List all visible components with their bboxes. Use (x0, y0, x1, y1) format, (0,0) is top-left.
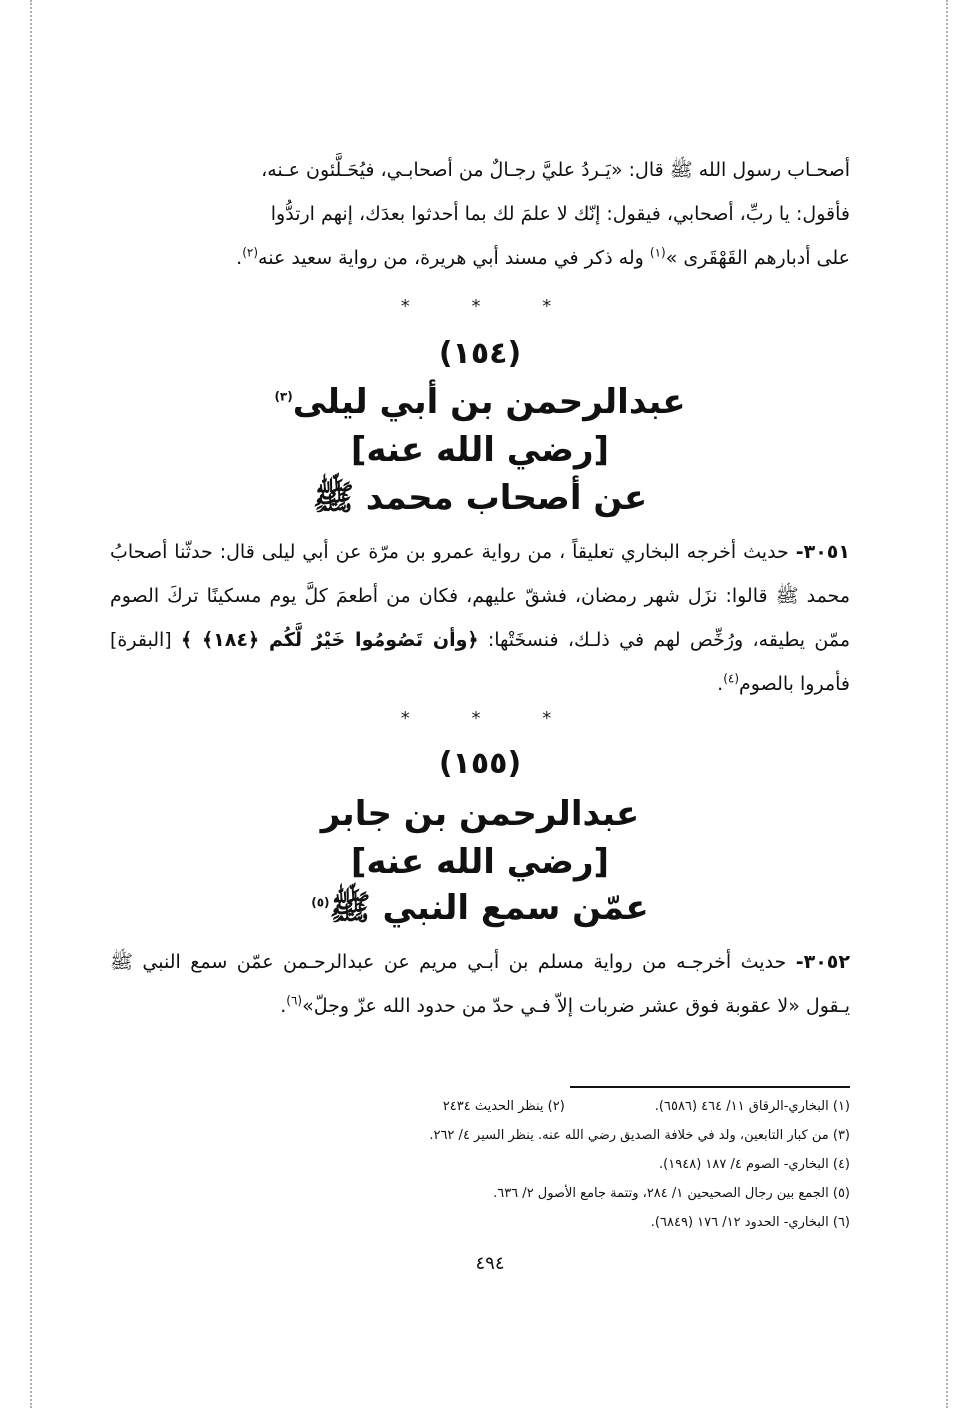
footnote-ref-4: (٤) (723, 671, 740, 686)
footnote-6: (٦) البخاري- الحدود ١٢/ ١٧٦ (٦٨٤٩). (650, 1215, 850, 1230)
footnote-ref-1: (١) (649, 245, 666, 260)
page-number: ٤٩٤ (475, 1253, 505, 1274)
hadith-3051-number: ٣٠٥١- (795, 541, 850, 563)
footnote-3: (٣) من كبار التابعين، ولد في خلافة الصديق رضي الله عنه. ينظر السير ٤/ ٢٦٢. (429, 1128, 850, 1143)
quran-verse: ﴿وأن تَصُومُوا خَيْرٌ لَّكُم ﴿١٨٤﴾ ﴾ (180, 629, 479, 651)
intro-line-3 (110, 236, 850, 280)
footnote-ref-5: (٥) (311, 895, 330, 910)
intro-line-3-text: على أدبارهم القَهْقَرى » (665, 247, 850, 269)
footnote-ref-2: (٢) (242, 245, 259, 260)
section-155-number: (١٥٥) (438, 746, 522, 781)
intro-line-3-rest: وله ذكر في مسند أبي هريرة، من رواية سعيد عنه (258, 247, 650, 269)
section-154-subtitle: عن أصحاب محمد ﷺ (312, 478, 648, 518)
hadith-3051-text: حديث أخرجه البخاري تعليقاً ، من رواية عمرو بن مرّة عن أبي ليلى قال: حدثّنا أصحابُ محمد ﷺ قالوا: نزَل شهر رمضان، فشقّ عليهم، فكان من أطعمَ كلَّ يوم مسكينًا تركَ الصوم ممّن يطيقه، ورُخِّص لهم في ذلـك، فنسخَتْها: (110, 541, 850, 651)
footnotes (200, 1092, 850, 1237)
hadith-3052-number: ٣٠٥٢- (795, 951, 850, 973)
section-154-name (110, 378, 850, 426)
section-separator-1: * * * (400, 296, 580, 317)
hadith-3052-text: حديث أخرجـه من رواية مسلم بن أبـي مريم عن عبدالرحـمن عمّن سمع النبي ﷺ يـقول «لا عقوبة فوق عشر ضربات إلاّ فـي حدّ من حدود الله عزّ وجلّ» (110, 951, 850, 1017)
hadith-3051 (110, 530, 850, 706)
footnote-ref-6: (٦) (286, 993, 303, 1008)
section-155-subtitle (110, 884, 850, 932)
intro-line-1: أصحـاب رسول الله ﷺ قال: «يَـردُ عليَّ رجـالٌ من أصحابـي، فيُحَـلَّئون عـنه، (261, 159, 850, 181)
intro-line-3-end: . (236, 247, 243, 269)
hadith-3052-period: . (280, 995, 287, 1017)
section-separator-2: * * * (400, 708, 580, 729)
footnote-2: (٢) ينظر الحديث ٢٤٣٤ (442, 1099, 565, 1114)
right-margin-guide (946, 0, 948, 1408)
left-margin-guide (30, 0, 32, 1408)
footnote-ref-3: (٣) (274, 389, 293, 404)
section-155-blessing: [رضي الله عنه] (350, 842, 610, 882)
footnote-divider (570, 1086, 850, 1088)
footnote-5: (٥) الجمع بين رجال الصحيحين ١/ ٢٨٤، وتتمة جامع الأصول ٢/ ٦٣٦. (493, 1186, 850, 1201)
footnote-row-1 (200, 1092, 850, 1121)
hadith-3051-period: . (717, 673, 724, 695)
hadith-3052 (110, 940, 850, 1028)
section-155-name: عبدالرحمن بن جابر (320, 794, 640, 834)
footnote-4: (٤) البخاري- الصوم ٤/ ١٨٧ (١٩٤٨). (659, 1157, 850, 1172)
section-155-subtitle-text: عمّن سمع النبي ﷺ (329, 888, 649, 928)
section-154-name-text: عبدالرحمن بن أبي ليلى (292, 382, 686, 422)
footnote-1: (١) البخاري-الرقاق ١١/ ٤٦٤ (٦٥٨٦). (654, 1099, 850, 1114)
section-154-number: (١٥٤) (438, 336, 522, 371)
hadith-3051-end: [البقرة] فأمروا بالصوم (110, 629, 850, 695)
section-154-blessing: [رضي الله عنه] (350, 430, 610, 470)
intro-paragraph (110, 148, 850, 280)
intro-line-2: فأقول: يا ربِّ، أصحابي، فيقول: إنّك لا علمَ لك بما أحدثوا بعدَك، إنهم ارتدُّوا (270, 203, 850, 225)
